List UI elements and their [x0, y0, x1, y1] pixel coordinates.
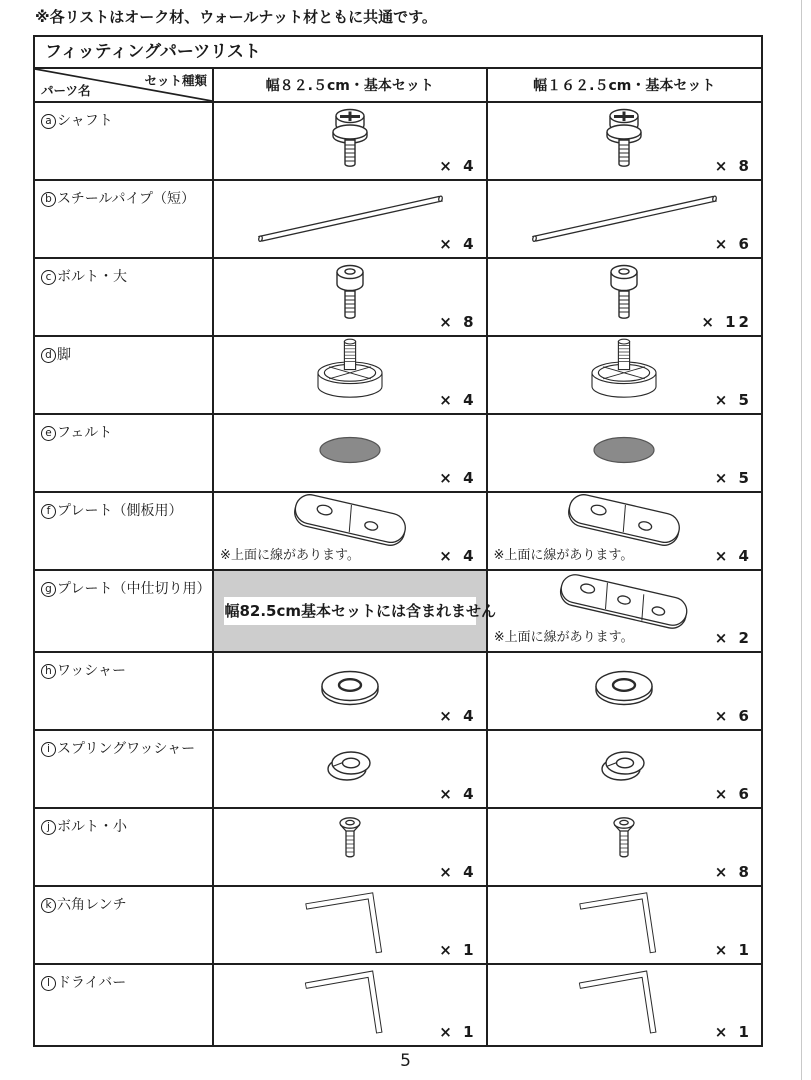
quantity-label: × 2	[714, 629, 752, 647]
set1-cell	[214, 653, 487, 729]
part-name-label: 六角レンチ	[57, 897, 127, 913]
part-letter-badge: h	[41, 664, 56, 679]
part-illustration	[611, 815, 637, 873]
quantity-label: × 4	[439, 391, 477, 409]
set2-cell	[488, 571, 761, 651]
part-name-cell	[35, 887, 214, 963]
set2-cell	[488, 887, 761, 963]
quantity-label: × 4	[439, 469, 477, 487]
part-name-label: ボルト・小	[57, 819, 127, 835]
part-letter-badge: e	[41, 426, 56, 441]
set1-cell	[214, 571, 496, 651]
bolt-large-icon	[333, 261, 367, 327]
quantity-label: × 4	[714, 547, 752, 565]
shaft-icon	[327, 105, 373, 171]
quantity-label: × 1	[714, 1023, 752, 1041]
part-name-label: フェルト	[57, 425, 113, 441]
part-illustration	[333, 261, 367, 327]
set2-cell	[488, 337, 761, 413]
part-illustration	[571, 886, 677, 958]
quantity-label: × 5	[714, 391, 752, 409]
set1-cell	[214, 259, 487, 335]
part-illustration	[571, 964, 677, 1039]
part-letter-badge: c	[41, 270, 56, 285]
table-body	[35, 103, 761, 1045]
part-name-label: ワッシャー	[57, 663, 127, 679]
part-illustration	[596, 743, 652, 789]
driver-icon	[297, 964, 403, 1039]
table-title: フィッティングパーツリスト	[35, 37, 761, 69]
part-illustration	[313, 336, 387, 408]
hex-wrench-icon	[571, 886, 677, 958]
quantity-label: × 1	[439, 1023, 477, 1041]
part-name-cell	[35, 571, 214, 651]
quantity-label: × 1	[439, 941, 477, 959]
set1-cell	[214, 809, 487, 885]
set1-cell	[214, 731, 487, 807]
quantity-label: × 4	[439, 707, 477, 725]
part-illustration	[591, 435, 657, 465]
part-illustration	[601, 105, 647, 171]
quantity-label: × 4	[439, 863, 477, 881]
set2-cell	[488, 493, 761, 569]
part-name-cell	[35, 653, 214, 729]
set1-cell	[214, 493, 487, 569]
header-col-82cm: 幅８２.５cm・基本セット	[214, 69, 488, 101]
part-name-label: プレート（側板用）	[57, 503, 183, 519]
part-letter-badge: j	[41, 820, 56, 835]
cell-note: ※上面に線があります。	[493, 548, 634, 563]
part-name-cell	[35, 259, 214, 335]
bolt-small-icon	[337, 815, 363, 873]
set2-cell	[488, 259, 761, 335]
part-illustration	[607, 261, 641, 327]
part-illustration	[297, 886, 403, 958]
part-letter-badge: b	[41, 192, 56, 207]
quantity-label: × 5	[714, 469, 752, 487]
table-row	[35, 337, 761, 415]
part-name-cell	[35, 337, 214, 413]
table-row	[35, 887, 761, 965]
header-set-type-label: セット種類	[144, 73, 208, 88]
page-number: 5	[400, 1051, 411, 1071]
quantity-label: × 6	[714, 785, 752, 803]
part-illustration	[337, 815, 363, 873]
header-col-162cm: 幅１６２.５cm・基本セット	[533, 78, 716, 94]
leg-icon	[313, 336, 387, 408]
part-illustration	[317, 435, 383, 465]
set1-cell	[214, 965, 487, 1045]
part-illustration	[550, 568, 698, 632]
cell-note: ※上面に線があります。	[493, 630, 634, 645]
shaft-icon	[601, 105, 647, 171]
bolt-small-icon	[611, 815, 637, 873]
part-illustration	[587, 336, 661, 408]
bolt-large-icon	[607, 261, 641, 327]
table-row	[35, 181, 761, 259]
part-name-cell	[35, 809, 214, 885]
part-letter-badge: a	[41, 114, 56, 129]
quantity-label: × 8	[714, 157, 752, 175]
common-materials-note: ※各リストはオーク材、ウォールナット材ともに共通です。	[35, 8, 437, 26]
set1-cell	[214, 181, 487, 257]
quantity-label: × 6	[714, 235, 752, 253]
excluded-notice: 幅82.5cm基本セットには含まれません	[224, 597, 475, 625]
part-name-cell	[35, 181, 214, 257]
part-letter-badge: d	[41, 348, 56, 363]
quantity-label: × 6	[714, 707, 752, 725]
table-row	[35, 809, 761, 887]
plate-3hole-icon	[550, 568, 698, 632]
part-letter-badge: f	[41, 504, 56, 519]
part-illustration	[521, 186, 727, 246]
part-name-cell	[35, 493, 214, 569]
table-row	[35, 103, 761, 181]
steel-pipe-icon	[247, 186, 453, 246]
part-letter-badge: i	[41, 742, 56, 757]
felt-icon	[591, 435, 657, 465]
table-header-row	[35, 69, 761, 103]
table-row	[35, 731, 761, 809]
part-illustration	[319, 667, 381, 709]
cell-note: ※上面に線があります。	[220, 548, 360, 563]
header-corner-cell	[35, 69, 214, 101]
part-name-cell	[35, 415, 214, 491]
felt-icon	[317, 435, 383, 465]
set2-cell	[488, 103, 761, 179]
part-illustration	[593, 667, 655, 709]
set1-cell	[214, 337, 487, 413]
part-name-cell	[35, 103, 214, 179]
set1-cell	[214, 887, 487, 963]
part-name-label: ボルト・大	[57, 269, 127, 285]
part-illustration	[247, 186, 453, 246]
quantity-label: × 12	[701, 313, 752, 331]
part-name-label: ドライバー	[57, 975, 127, 991]
part-letter-badge: l	[41, 976, 56, 991]
set2-cell	[488, 181, 761, 257]
quantity-label: × 1	[714, 941, 752, 959]
table-row	[35, 493, 761, 571]
driver-icon	[571, 964, 677, 1039]
part-illustration	[322, 743, 378, 789]
quantity-label: × 4	[439, 235, 477, 253]
washer-icon	[319, 667, 381, 709]
part-illustration	[297, 964, 403, 1039]
part-name-label: 脚	[57, 347, 71, 363]
quantity-label: × 4	[439, 547, 477, 565]
table-row	[35, 571, 761, 653]
set2-cell	[488, 965, 761, 1045]
set1-cell	[214, 103, 487, 179]
washer-icon	[593, 667, 655, 709]
table-row	[35, 965, 761, 1045]
page-edge-line	[801, 0, 802, 1080]
set2-cell	[488, 809, 761, 885]
quantity-label: × 8	[439, 313, 477, 331]
fitting-parts-table	[33, 35, 763, 1047]
part-name-label: プレート（中仕切り用）	[57, 581, 211, 597]
set2-cell	[488, 653, 761, 729]
part-letter-badge: k	[41, 898, 56, 913]
part-name-label: スチールパイプ（短）	[57, 191, 196, 207]
header-parts-name-label: パーツ名	[41, 83, 91, 98]
part-name-cell	[35, 965, 214, 1045]
spring-washer-icon	[596, 743, 652, 789]
leg-icon	[587, 336, 661, 408]
steel-pipe-icon	[521, 186, 727, 246]
table-row	[35, 653, 761, 731]
set2-cell	[488, 415, 761, 491]
quantity-label: × 4	[439, 785, 477, 803]
spring-washer-icon	[322, 743, 378, 789]
table-row	[35, 415, 761, 493]
part-name-label: スプリングワッシャー	[57, 741, 196, 757]
part-illustration	[327, 105, 373, 171]
quantity-label: × 4	[439, 157, 477, 175]
set1-cell	[214, 415, 487, 491]
part-letter-badge: g	[41, 582, 56, 597]
part-name-label: シャフト	[57, 113, 113, 129]
quantity-label: × 8	[714, 863, 752, 881]
hex-wrench-icon	[297, 886, 403, 958]
table-row	[35, 259, 761, 337]
part-name-cell	[35, 731, 214, 807]
set2-cell	[488, 731, 761, 807]
